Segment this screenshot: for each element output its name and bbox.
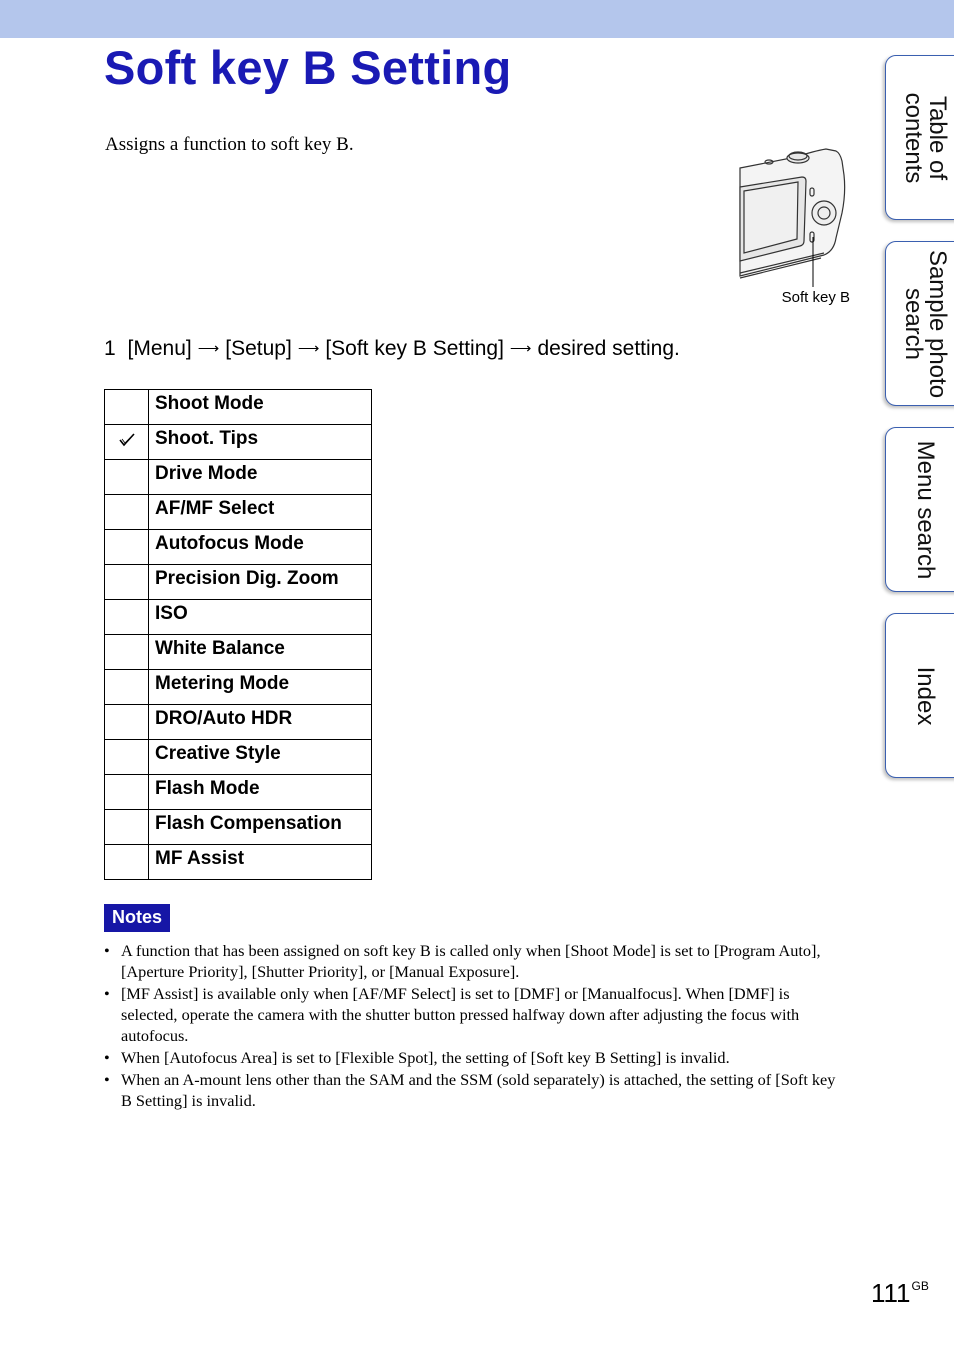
option-row [105,425,372,460]
option-default-cell [105,565,149,600]
option-label: Shoot Mode [149,390,372,425]
tab-menu-search-label: Menu search [912,440,939,579]
option-default-cell [105,705,149,740]
option-row [105,705,372,740]
option-label: White Balance [149,635,372,670]
default-check-icon [119,433,135,447]
arrow-right-icon: ⟶ [297,340,320,357]
option-label: Flash Compensation [149,810,372,845]
step-number: 1 [104,337,116,360]
option-label: Precision Dig. Zoom [149,565,372,600]
step-part-menu: [Menu] [127,337,192,360]
step-instruction [104,337,680,361]
option-default-cell [105,775,149,810]
option-label: Autofocus Mode [149,530,372,565]
note-item: • A function that has been assigned on soft key B is called only when [Shoot Mode] is set to [Program Auto], [Aperture Priority], [Shutter Priority], or [Manual Exposure]. [104,940,850,982]
option-row [105,740,372,775]
tab-sample-photo-search[interactable] [885,241,954,406]
option-default-cell [105,600,149,635]
option-label: Shoot. Tips [149,425,372,460]
option-row [105,390,372,425]
tab-menu-search[interactable] [885,427,954,592]
arrow-right-icon: ⟶ [509,340,532,357]
option-default-cell [105,390,149,425]
camera-illustration [736,143,852,308]
option-default-cell [105,460,149,495]
option-default-cell [105,845,149,880]
step-part-softkey: [Soft key B Setting] [325,337,504,360]
note-item: • When an A-mount lens other than the SAM and the SSM (sold separately) is attached, the setting of [Soft key B Setting] is invalid. [104,1069,850,1111]
option-default-cell [105,425,149,460]
option-row [105,600,372,635]
tab-sample-photo-search-label: Sample photo search [900,249,951,398]
option-label: ISO [149,600,372,635]
option-row [105,495,372,530]
option-label: Drive Mode [149,460,372,495]
soft-key-b-caption: Soft key B [781,289,850,306]
option-default-cell [105,635,149,670]
note-item: • When [Autofocus Area] is set to [Flexible Spot], the setting of [Soft key B Setting] is invalid. [104,1047,850,1068]
option-row [105,810,372,845]
notes-list [104,940,850,1112]
option-label: MF Assist [149,845,372,880]
option-label: Metering Mode [149,670,372,705]
option-row [105,775,372,810]
option-row [105,460,372,495]
page-number: $111^{GB}$ [871,1278,929,1308]
tab-index-label: Index [912,666,939,725]
header-bar [0,0,954,38]
tab-table-of-contents[interactable] [885,55,954,220]
step-part-desired: desired setting. [537,337,680,360]
notes-heading: Notes [104,904,170,932]
option-default-cell [105,495,149,530]
option-label: DRO/Auto HDR [149,705,372,740]
option-label: AF/MF Select [149,495,372,530]
intro-text: Assigns a function to soft key B. [105,134,354,155]
option-default-cell [105,530,149,565]
options-table [104,389,372,880]
option-row [105,670,372,705]
step-part-setup: [Setup] [225,337,292,360]
note-item: • [MF Assist] is available only when [AF/MF Select] is set to [DMF] or [Manualfocus]. When [DMF] is selected, operate the camera with the shutter button pressed halfway down after adjusting the focus with autofocus. [104,983,850,1047]
tab-index[interactable] [885,613,954,778]
tab-table-of-contents-label: Table of contents [900,92,951,183]
option-label: Creative Style [149,740,372,775]
option-default-cell [105,740,149,775]
option-default-cell [105,670,149,705]
option-row [105,530,372,565]
option-row [105,635,372,670]
option-row [105,845,372,880]
option-label: Flash Mode [149,775,372,810]
page-title: Soft key B Setting [104,41,512,94]
option-default-cell [105,810,149,845]
option-row [105,565,372,600]
arrow-right-icon: ⟶ [197,340,220,357]
